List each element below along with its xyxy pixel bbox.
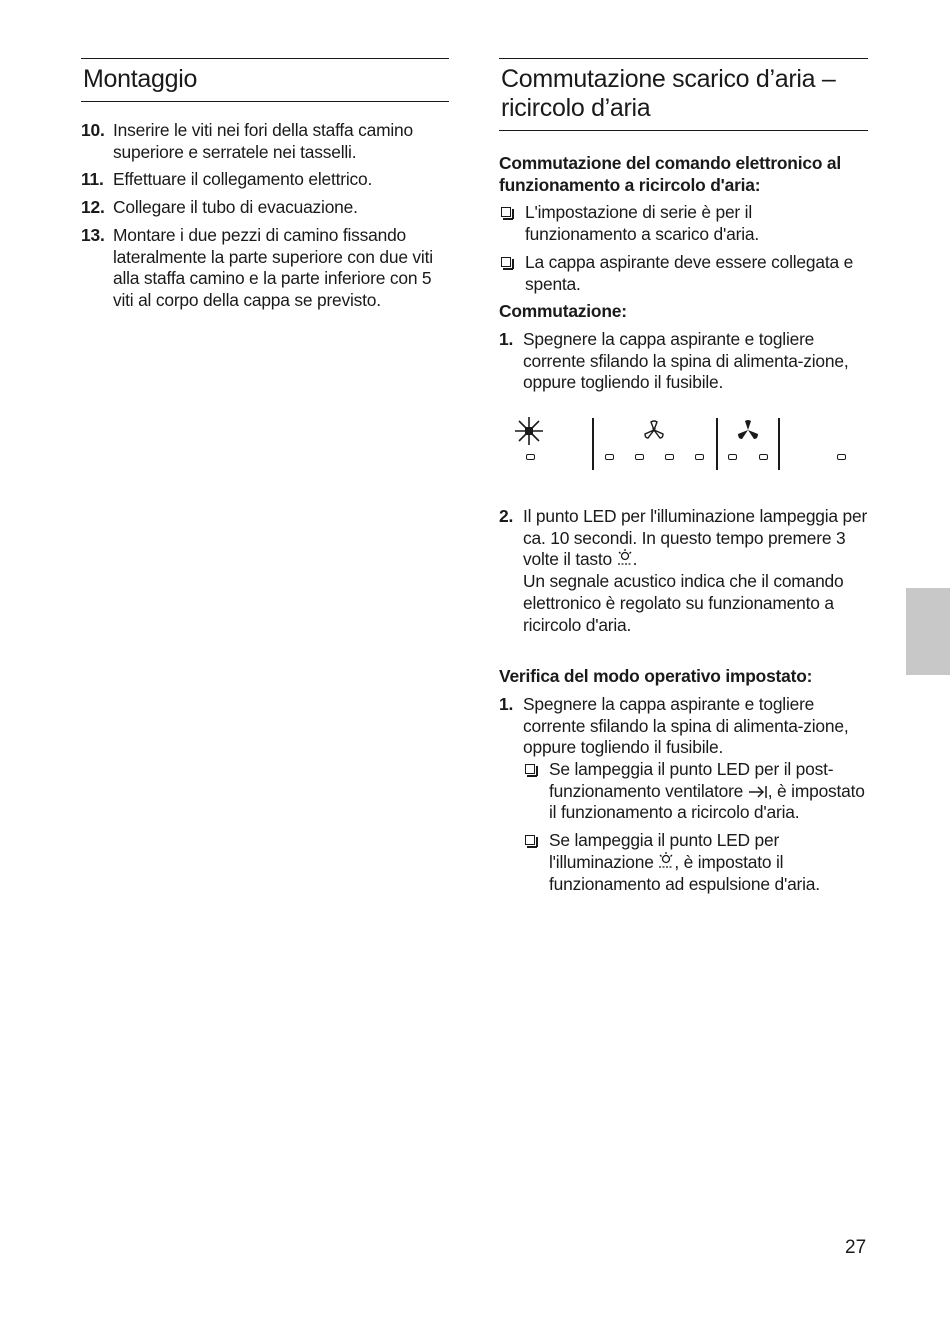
- step-text: Spegnere la cappa aspirante e togliere corrente sfilando la spina di alimenta-zione, oppure togliendo il fusibile.: [523, 693, 849, 758]
- montaggio-steps: [81, 120, 449, 312]
- led-light: [526, 454, 535, 460]
- checkbox-item: [523, 759, 868, 824]
- step-number: 1.: [499, 328, 514, 349]
- step-text: Inserire le viti nei fori della staffa camino superiore e serratele nei tasselli.: [113, 120, 413, 162]
- section-tab-marker: [906, 588, 950, 675]
- step-item: [499, 694, 868, 895]
- afterrun-icon: [748, 785, 768, 799]
- page-number: 27: [845, 1237, 867, 1258]
- step-text: Montare i due pezzi di camino fissando lateralmente la parte superiore con due viti alla staffa camino e la parte inferiore con 5 viti al corpo della cappa se previsto.: [113, 224, 433, 310]
- divider: [592, 418, 594, 470]
- step-item: [81, 197, 449, 219]
- subheading: Verifica del modo operativo impostato:: [499, 666, 813, 687]
- checkbox-text-end: , è impostato il funzionamento ad espulsione d'aria.: [549, 851, 820, 894]
- fan-low-icon: [643, 420, 665, 440]
- section-ricircolo: [499, 153, 868, 895]
- verifica-steps: [499, 694, 868, 895]
- checkbox-icon: [501, 257, 511, 267]
- section-heading-commutazione: Commutazione scarico d’aria – ricircolo d’aria: [499, 58, 868, 131]
- step-text: Spegnere la cappa aspirante e togliere corrente sfilando la spina di alimenta-zione, oppure togliendo il fusibile.: [523, 328, 849, 393]
- checkbox-text: Se lampeggia il punto LED per l'illuminazione: [549, 830, 780, 872]
- section-heading-montaggio: Montaggio: [81, 58, 449, 102]
- step-number: 2.: [499, 506, 514, 527]
- step-item: [81, 120, 449, 163]
- checkbox-icon: [525, 835, 535, 845]
- checkbox-item: [499, 252, 868, 295]
- right-column: [499, 58, 868, 901]
- step-item: [81, 169, 449, 191]
- led-fan-1: [605, 454, 614, 460]
- checkbox-icon: [525, 764, 535, 774]
- step-number: 10.: [81, 120, 105, 140]
- led-intensive-2: [759, 454, 768, 460]
- step-number: 1.: [499, 693, 514, 714]
- divider: [778, 418, 780, 470]
- led-fan-2: [635, 454, 644, 460]
- commutazione-steps-2: [499, 506, 868, 636]
- checkbox-list: [523, 759, 868, 895]
- led-fan-3: [665, 454, 674, 460]
- checkbox-text: Se lampeggia il punto LED per il post-funzionamento ventilatore: [549, 759, 834, 801]
- fan-high-icon: [736, 420, 760, 440]
- checkbox-item: [499, 202, 868, 245]
- led-fan-4: [695, 454, 704, 460]
- left-column: [81, 58, 449, 318]
- subheading: Commutazione:: [499, 301, 627, 322]
- checkbox-list: [499, 202, 868, 295]
- step-text-continued: Un segnale acustico indica che il comando elettronico è regolato su funzionamento a ricircolo d'aria.: [523, 571, 844, 635]
- checkbox-item: [523, 830, 868, 895]
- step-item: [499, 506, 868, 636]
- checkbox-icon: [501, 207, 511, 217]
- checkbox-text: La cappa aspirante deve essere collegata e spenta.: [525, 251, 854, 294]
- step-text: Collegare il tubo di evacuazione.: [113, 197, 358, 218]
- step-text: Il punto LED per l'illuminazione lampeggia per ca. 10 secondi. In questo tempo premere 3 volte il tasto: [523, 506, 868, 570]
- checkbox-text-end: , è impostato il funzionamento a ricircolo d'aria.: [549, 780, 865, 823]
- step-item: [81, 225, 449, 312]
- step-text-end: .: [632, 549, 638, 570]
- step-text: Effettuare il collegamento elettrico.: [113, 169, 373, 190]
- step-number: 13.: [81, 224, 105, 245]
- step-number: 12.: [81, 197, 105, 218]
- commutazione-steps: [499, 329, 868, 394]
- divider: [716, 418, 718, 470]
- checkbox-text: L'impostazione di serie è per il funzionamento a scarico d'aria.: [525, 202, 759, 245]
- step-number: 11.: [81, 169, 104, 190]
- led-afterrun: [837, 454, 846, 460]
- light-icon: [512, 416, 546, 446]
- led-intensive-1: [728, 454, 737, 460]
- subheading: Commutazione del comando elettronico al funzionamento a ricircolo d'aria:: [499, 153, 841, 195]
- step-item: [499, 329, 868, 394]
- lamp-button-icon: [658, 852, 674, 870]
- control-panel-illustration: [499, 412, 868, 472]
- lamp-button-icon: [617, 549, 633, 567]
